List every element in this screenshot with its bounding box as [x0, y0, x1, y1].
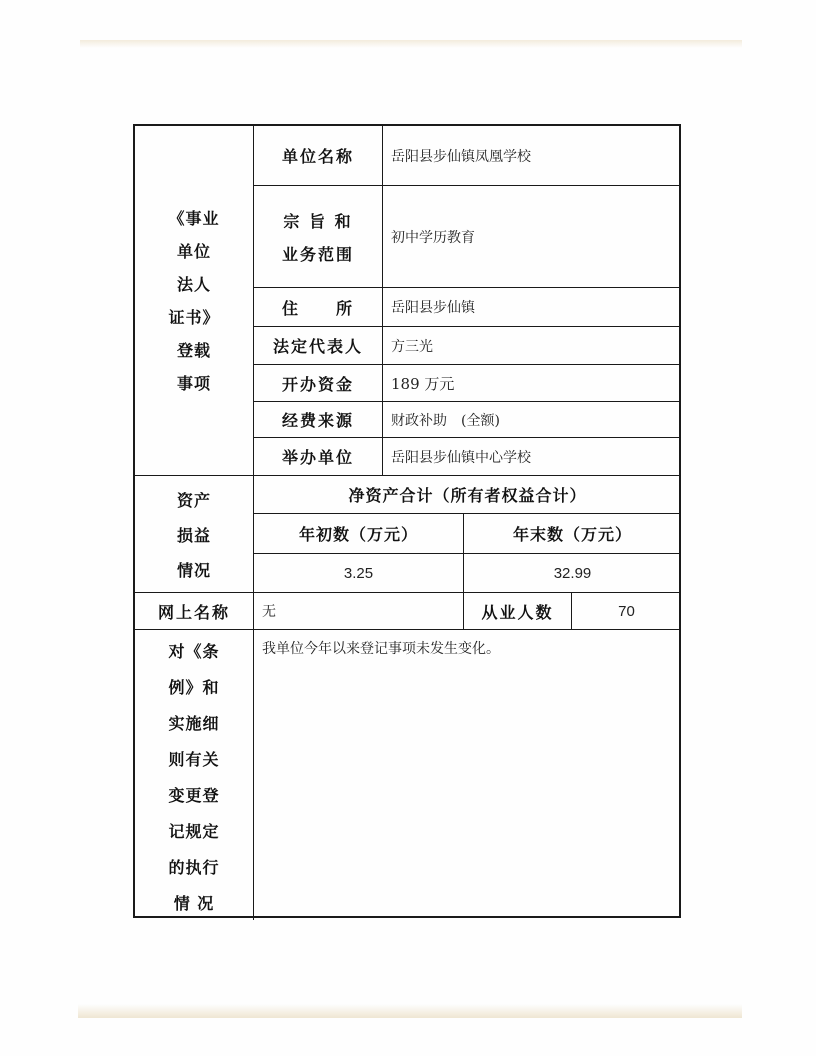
- section-label-line: 证书》: [168, 308, 220, 327]
- section-label-line: 记规定: [168, 822, 220, 841]
- section-label-line: 资产: [176, 490, 211, 510]
- legal-rep-value: 方三光: [391, 338, 433, 355]
- section-label-line: 法人: [176, 275, 211, 294]
- start-of-year-value: 3.25: [343, 564, 374, 582]
- funding-source-value: 财政补助 (全额): [391, 412, 500, 429]
- section-label-line: 单位: [176, 242, 211, 261]
- section-label-line: 变更登: [168, 786, 220, 805]
- registration-form-table: [133, 124, 681, 918]
- registration-section-label: [135, 186, 253, 414]
- capital-value: 189 万元: [391, 374, 455, 393]
- purpose-scope-label: [254, 186, 382, 287]
- label-line: 宗 旨 和: [283, 211, 353, 231]
- section-label-line: 例》和: [168, 678, 220, 697]
- assets-section-label: [135, 476, 253, 592]
- section-label-line: 对《条: [168, 642, 220, 661]
- section-label-line: 《事业: [168, 209, 220, 228]
- online-name-value: 无: [262, 604, 276, 620]
- compliance-section-label: [135, 630, 253, 918]
- address-value: 岳阳县步仙镇: [391, 300, 475, 316]
- paper-edge-bottom: [78, 1004, 742, 1018]
- staff-count-label: 从业人数: [481, 602, 554, 622]
- address-label: 住 所: [281, 298, 354, 318]
- paper-edge-top: [80, 40, 742, 48]
- staff-count-value: 70: [618, 602, 635, 620]
- unit-name-label: 单位名称: [281, 147, 354, 166]
- online-name-label: 网上名称: [157, 602, 230, 622]
- section-label-line: 登载: [176, 341, 211, 360]
- legal-rep-label: 法定代表人: [272, 337, 363, 356]
- net-assets-header: 净资产合计（所有者权益合计）: [348, 486, 587, 505]
- section-label-line: 的执行: [168, 858, 220, 877]
- section-label-line: 情 况: [173, 894, 215, 913]
- funding-source-label: 经费来源: [281, 411, 354, 430]
- label-line: 业务范围: [281, 244, 354, 264]
- purpose-scope-value: 初中学历教育: [391, 229, 475, 246]
- section-label-line: 损益: [176, 525, 211, 545]
- unit-name-value: 岳阳县步仙镇凤凰学校: [391, 148, 531, 165]
- end-of-year-value: 32.99: [553, 564, 592, 582]
- start-of-year-label: 年初数（万元）: [298, 525, 418, 544]
- compliance-text: 我单位今年以来登记事项未发生变化。: [262, 641, 500, 657]
- section-label-line: 则有关: [168, 750, 220, 769]
- sponsor-label: 举办单位: [281, 448, 354, 467]
- sponsor-value: 岳阳县步仙镇中心学校: [391, 449, 531, 466]
- section-label-line: 情况: [176, 560, 211, 580]
- section-label-line: 事项: [176, 374, 211, 393]
- end-of-year-label: 年末数（万元）: [512, 525, 632, 544]
- capital-label: 开办资金: [281, 374, 354, 394]
- section-label-line: 实施细: [168, 714, 220, 733]
